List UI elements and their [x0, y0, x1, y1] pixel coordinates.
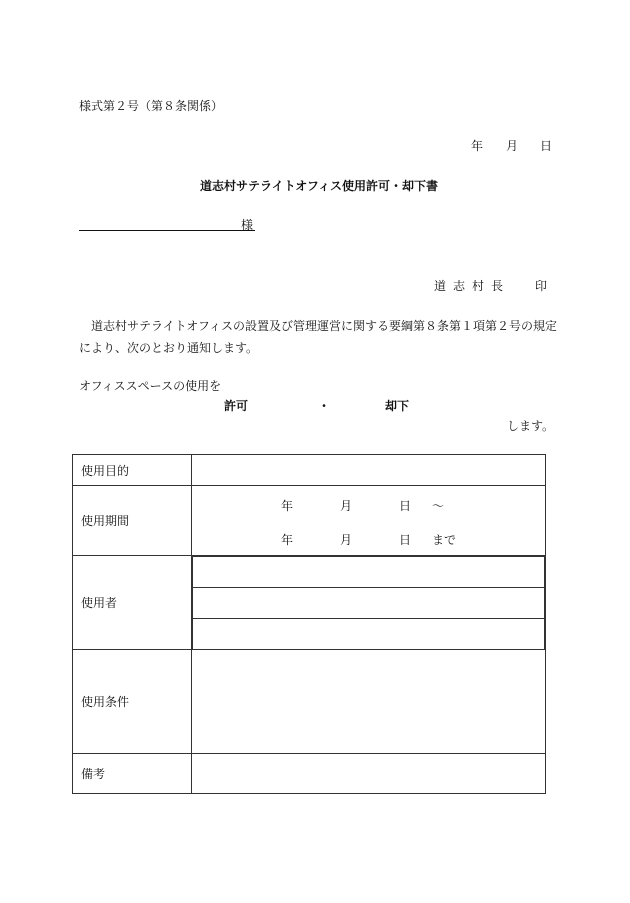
- end-until: まで: [432, 532, 457, 547]
- issuer-seal: 印: [535, 279, 548, 293]
- purpose-value: [192, 455, 546, 486]
- addressee-underline: [79, 230, 255, 231]
- use-line: オフィススペースの使用を: [79, 379, 222, 393]
- conditions-value: [192, 650, 546, 754]
- remarks-value: [192, 754, 546, 794]
- usage-table: [72, 454, 546, 794]
- start-tilde: ～: [432, 498, 445, 513]
- option-separator: ・: [318, 399, 331, 413]
- purpose-row: [73, 455, 546, 486]
- conditions-row: [73, 650, 546, 754]
- user-row: [73, 556, 546, 650]
- document-title: 道志村サテライトオフィス使用許可・却下書: [200, 179, 438, 193]
- end-day: 日: [399, 532, 412, 547]
- user-line-2: [193, 588, 545, 619]
- start-year: 年: [281, 498, 294, 513]
- issuer-name: 道志村長: [434, 279, 511, 293]
- period-row: [73, 486, 546, 556]
- period-value: [192, 486, 546, 556]
- permit-option: 許可: [224, 399, 249, 413]
- end-year: 年: [281, 532, 294, 547]
- purpose-label: 使用目的: [73, 455, 192, 486]
- user-line-1: [193, 557, 545, 588]
- reject-option: 却下: [385, 399, 410, 413]
- date-day: 日: [540, 139, 553, 153]
- user-lines: [192, 556, 545, 649]
- date-month: 月: [506, 139, 519, 153]
- addressee-suffix: 様: [241, 218, 254, 232]
- user-value: [192, 556, 546, 650]
- period-label: 使用期間: [73, 486, 192, 556]
- start-day: 日: [399, 498, 412, 513]
- form-number: 様式第２号（第８条関係）: [79, 99, 224, 113]
- start-month: 月: [340, 498, 353, 513]
- period-end: [192, 521, 545, 555]
- body-line-1: 道志村サテライトオフィスの設置及び管理運営に関する要綱第８条第１項第２号の規定: [91, 319, 557, 333]
- date-year: 年: [471, 139, 484, 153]
- remarks-row: [73, 754, 546, 794]
- user-label: 使用者: [73, 556, 192, 650]
- closing-text: します。: [507, 419, 555, 433]
- body-line-2: により、次のとおり通知します。: [79, 341, 259, 355]
- user-line-3: [193, 619, 545, 650]
- period-start: [192, 487, 545, 521]
- end-month: 月: [340, 532, 353, 547]
- remarks-label: 備考: [73, 754, 192, 794]
- conditions-label: 使用条件: [73, 650, 192, 754]
